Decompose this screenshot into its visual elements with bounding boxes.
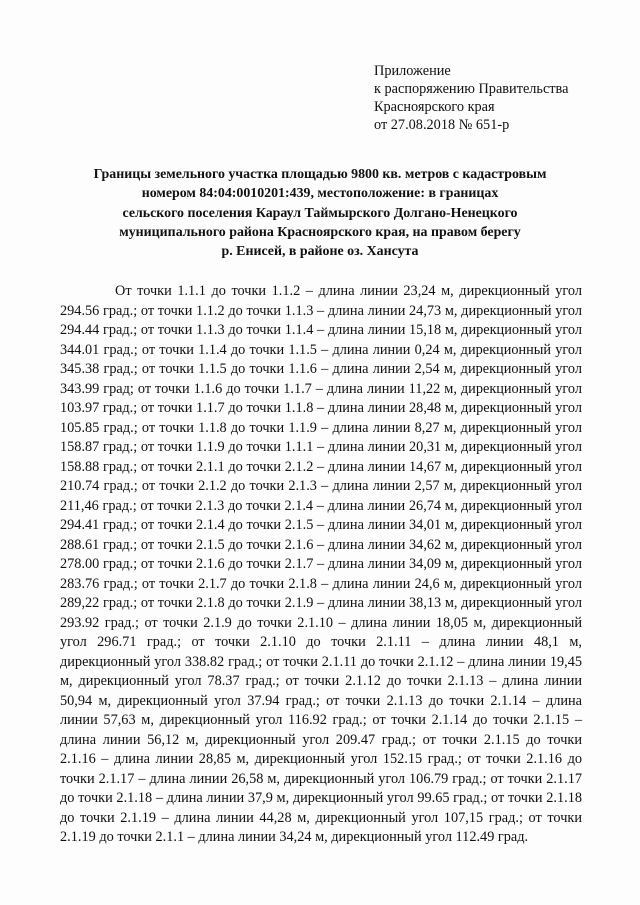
appendix-line-1: Приложение xyxy=(374,63,451,79)
document-title xyxy=(60,165,580,261)
title-line-5: р. Енисей, в районе оз. Хансута xyxy=(221,244,419,260)
title-line-1: Границы земельного участка площадью 9800 кв. метров с кадастровым xyxy=(93,167,547,182)
body-paragraph: От точки 1.1.1 до точки 1.1.2 – длина линии 23,24 м, дирекционный угол 294.56 град.; от точки 1.1.2 до точки 1.1.3 – длина линии 24,73 м, дирекционный угол 294.44 град.; от точки 1.1.3 до точки 1.1.4 – длина линии 15,18 м, дирекционный угол 344.01 град.; от точки 1.1.4 до точки 1.1.5 – длина линии 0,24 м, дирекционный угол 345.38 град.; от точки 1.1.5 до точки 1.1.6 – длина линии 2,54 м, дирекционный угол 343.99 град; от точки 1.1.6 до точки 1.1.7 – длина линии 11,22 м, дирекционный угол 103.97 град.; от точки 1.1.7 до точки 1.1.8 – длина линии 28,48 м, дирекционный угол 105.85 град.; от точки 1.1.8 до точки 1.1.9 – длина линии 8,27 м, дирекционный угол 158.87 град.; от точки 1.1.9 до точки 1.1.1 – длина линии 20,31 м, дирекционный угол 158.88 град.; от точки 2.1.1 до точки 2.1.2 – длина линии 14,67 м, дирекционный угол 210.74 град.; от точки 2.1.2 до точки 2.1.3 – длина линии 2,57 м, дирекционный угол 211,46 град.; от точки 2.1.3 до точки 2.1.4 – длина линии 26,74 м, дирекционный угол 294.41 град.; от точки 2.1.4 до точки 2.1.5 – длина линии 34,01 м, дирекционный угол 288.61 град.; от точки 2.1.5 до точки 2.1.6 – длина линии 34,62 м, дирекционный угол 278.00 град.; от точки 2.1.6 до точки 2.1.7 – длина линии 34,09 м, дирекционный угол 283.76 град.; от точки 2.1.7 до точки 2.1.8 – длина линии 24,6 м, дирекционный угол 289,22 град.; от точки 2.1.8 до точки 2.1.9 – длина линии 38,13 м, дирекционный угол 293.92 град.; от точки 2.1.9 до точки 2.1.10 – длина линии 18,05 м, дирекционный угол 296.71 град.; от точки 2.1.10 до точки 2.1.11 – длина линии 48,1 м, дирекционный угол 338.82 град.; от точки 2.1.11 до точки 2.1.12 – длина линии 19,45 м, дирекционный угол 78.37 град.; от точки 2.1.12 до точки 2.1.13 – длина линии 50,94 м, дирекционный угол 37.94 град.; от точки 2.1.13 до точки 2.1.14 – длина линии 57,63 м, дирекционный угол 116.92 град.; от точки 2.1.14 до точки 2.1.15 – длина линии 56,12 м, дирекционный угол 209.47 град.; от точки 2.1.15 до точки 2.1.16 – длина линии 28,85 м, дирекционный угол 152.15 град.; от точки 2.1.16 до точки 2.1.17 – длина линии 26,58 м, дирекционный угол 106.79 град.; от точки 2.1.17 до точки 2.1.18 – длина линии 37,9 м, дирекционный угол 99.65 град.; от точки 2.1.18 до точки 2.1.19 – длина линии 44,28 м, дирекционный угол 107,15 град.; от точки 2.1.19 до точки 2.1.1 – длина линии 34,24 м, дирекционный угол 112.49 град. xyxy=(60,283,582,846)
appendix-line-3: Красноярского края xyxy=(374,99,495,115)
title-line-3: сельского поселения Караул Таймырского Долгано-Ненецкого xyxy=(122,205,518,221)
appendix-line-4: от 27.08.2018 № 651-р xyxy=(374,117,510,133)
appendix-line-2: к распоряжению Правительства xyxy=(374,81,569,97)
title-line-2: номером 84:04:0010201:439, местоположение: в границах xyxy=(141,186,499,202)
appendix-header xyxy=(374,62,624,134)
title-line-4: муниципального района Красноярского края, на правом берегу xyxy=(119,224,521,240)
